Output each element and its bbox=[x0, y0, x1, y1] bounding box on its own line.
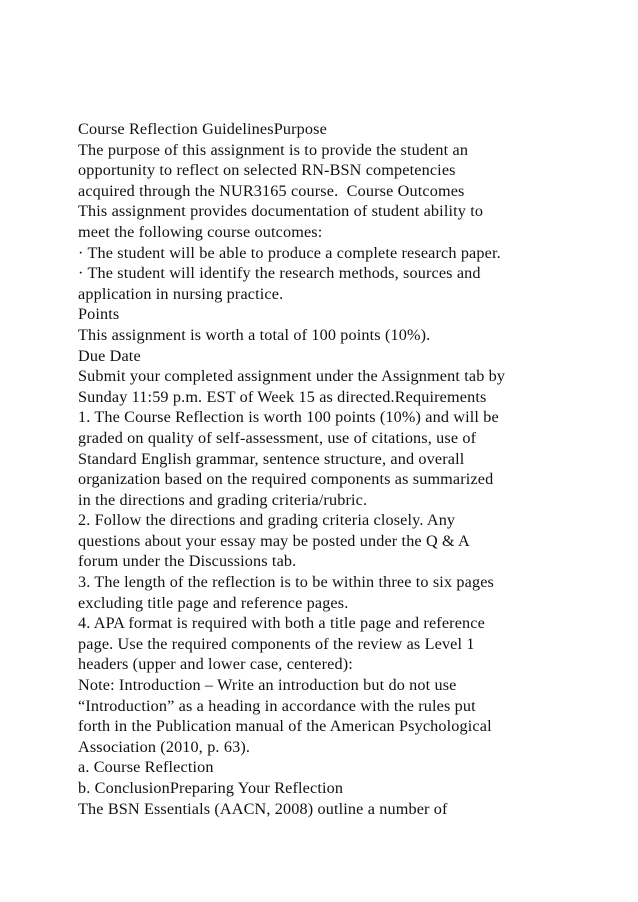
text-line: application in nursing practice. bbox=[78, 284, 284, 303]
text-line: acquired through the NUR3165 course. Course Outcomes bbox=[78, 181, 465, 200]
text-line: page. Use the required components of the review as Level 1 bbox=[78, 634, 475, 653]
text-line: Association (2010, p. 63). bbox=[78, 737, 251, 756]
text-line: This assignment provides documentation of student ability to bbox=[78, 202, 484, 221]
text-line: The BSN Essentials (AACN, 2008) outline a number of bbox=[78, 799, 448, 818]
numbered-item: 2. Follow the directions and grading criteria closely. Any bbox=[78, 511, 456, 530]
bullet-item: · The student will identify the research methods, sources and bbox=[78, 264, 481, 283]
section-heading-points: Points bbox=[78, 305, 120, 324]
text-line: forum under the Discussions tab. bbox=[78, 552, 297, 571]
text-line: Standard English grammar, sentence structure, and overall bbox=[78, 449, 465, 468]
text-line: meet the following course outcomes: bbox=[78, 222, 323, 241]
text-line: questions about your essay may be posted under the Q & A bbox=[78, 531, 470, 550]
numbered-item: 1. The Course Reflection is worth 100 points (10%) and will be bbox=[78, 408, 499, 427]
text-line: This assignment is worth a total of 100 points (10%). bbox=[78, 325, 431, 344]
text-line: The purpose of this assignment is to provide the student an bbox=[78, 140, 469, 159]
lettered-item: b. ConclusionPreparing Your Reflection bbox=[78, 779, 344, 797]
bullet-item: · The student will be able to produce a complete research paper. bbox=[78, 243, 501, 262]
text-line: in the directions and grading criteria/rubric. bbox=[78, 490, 368, 509]
section-heading-due-date: Due Date bbox=[78, 346, 141, 365]
text-line: Course Reflection GuidelinesPurpose bbox=[78, 120, 327, 138]
text-line: “Introduction” as a heading in accordance with the rules put bbox=[78, 696, 476, 715]
numbered-item: 4. APA format is required with both a title page and reference bbox=[78, 614, 485, 633]
text-line: Submit your completed assignment under the Assignment tab by bbox=[78, 367, 506, 386]
numbered-item: 3. The length of the reflection is to be within three to six pages bbox=[78, 573, 494, 592]
text-line: Sunday 11:59 p.m. EST of Week 15 as directed.Requirements bbox=[78, 387, 487, 406]
document-body bbox=[78, 119, 618, 819]
text-line: forth in the Publication manual of the American Psychological bbox=[78, 717, 492, 736]
text-line: headers (upper and lower case, centered): bbox=[78, 655, 353, 674]
lettered-item: a. Course Reflection bbox=[78, 758, 214, 777]
note-line: Note: Introduction – Write an introduction but do not use bbox=[78, 676, 457, 695]
text-line: opportunity to reflect on selected RN-BSN competencies bbox=[78, 161, 456, 180]
text-line: excluding title page and reference pages. bbox=[78, 593, 349, 612]
text-line: organization based on the required components as summarized bbox=[78, 470, 494, 489]
text-line: graded on quality of self-assessment, use of citations, use of bbox=[78, 428, 477, 447]
